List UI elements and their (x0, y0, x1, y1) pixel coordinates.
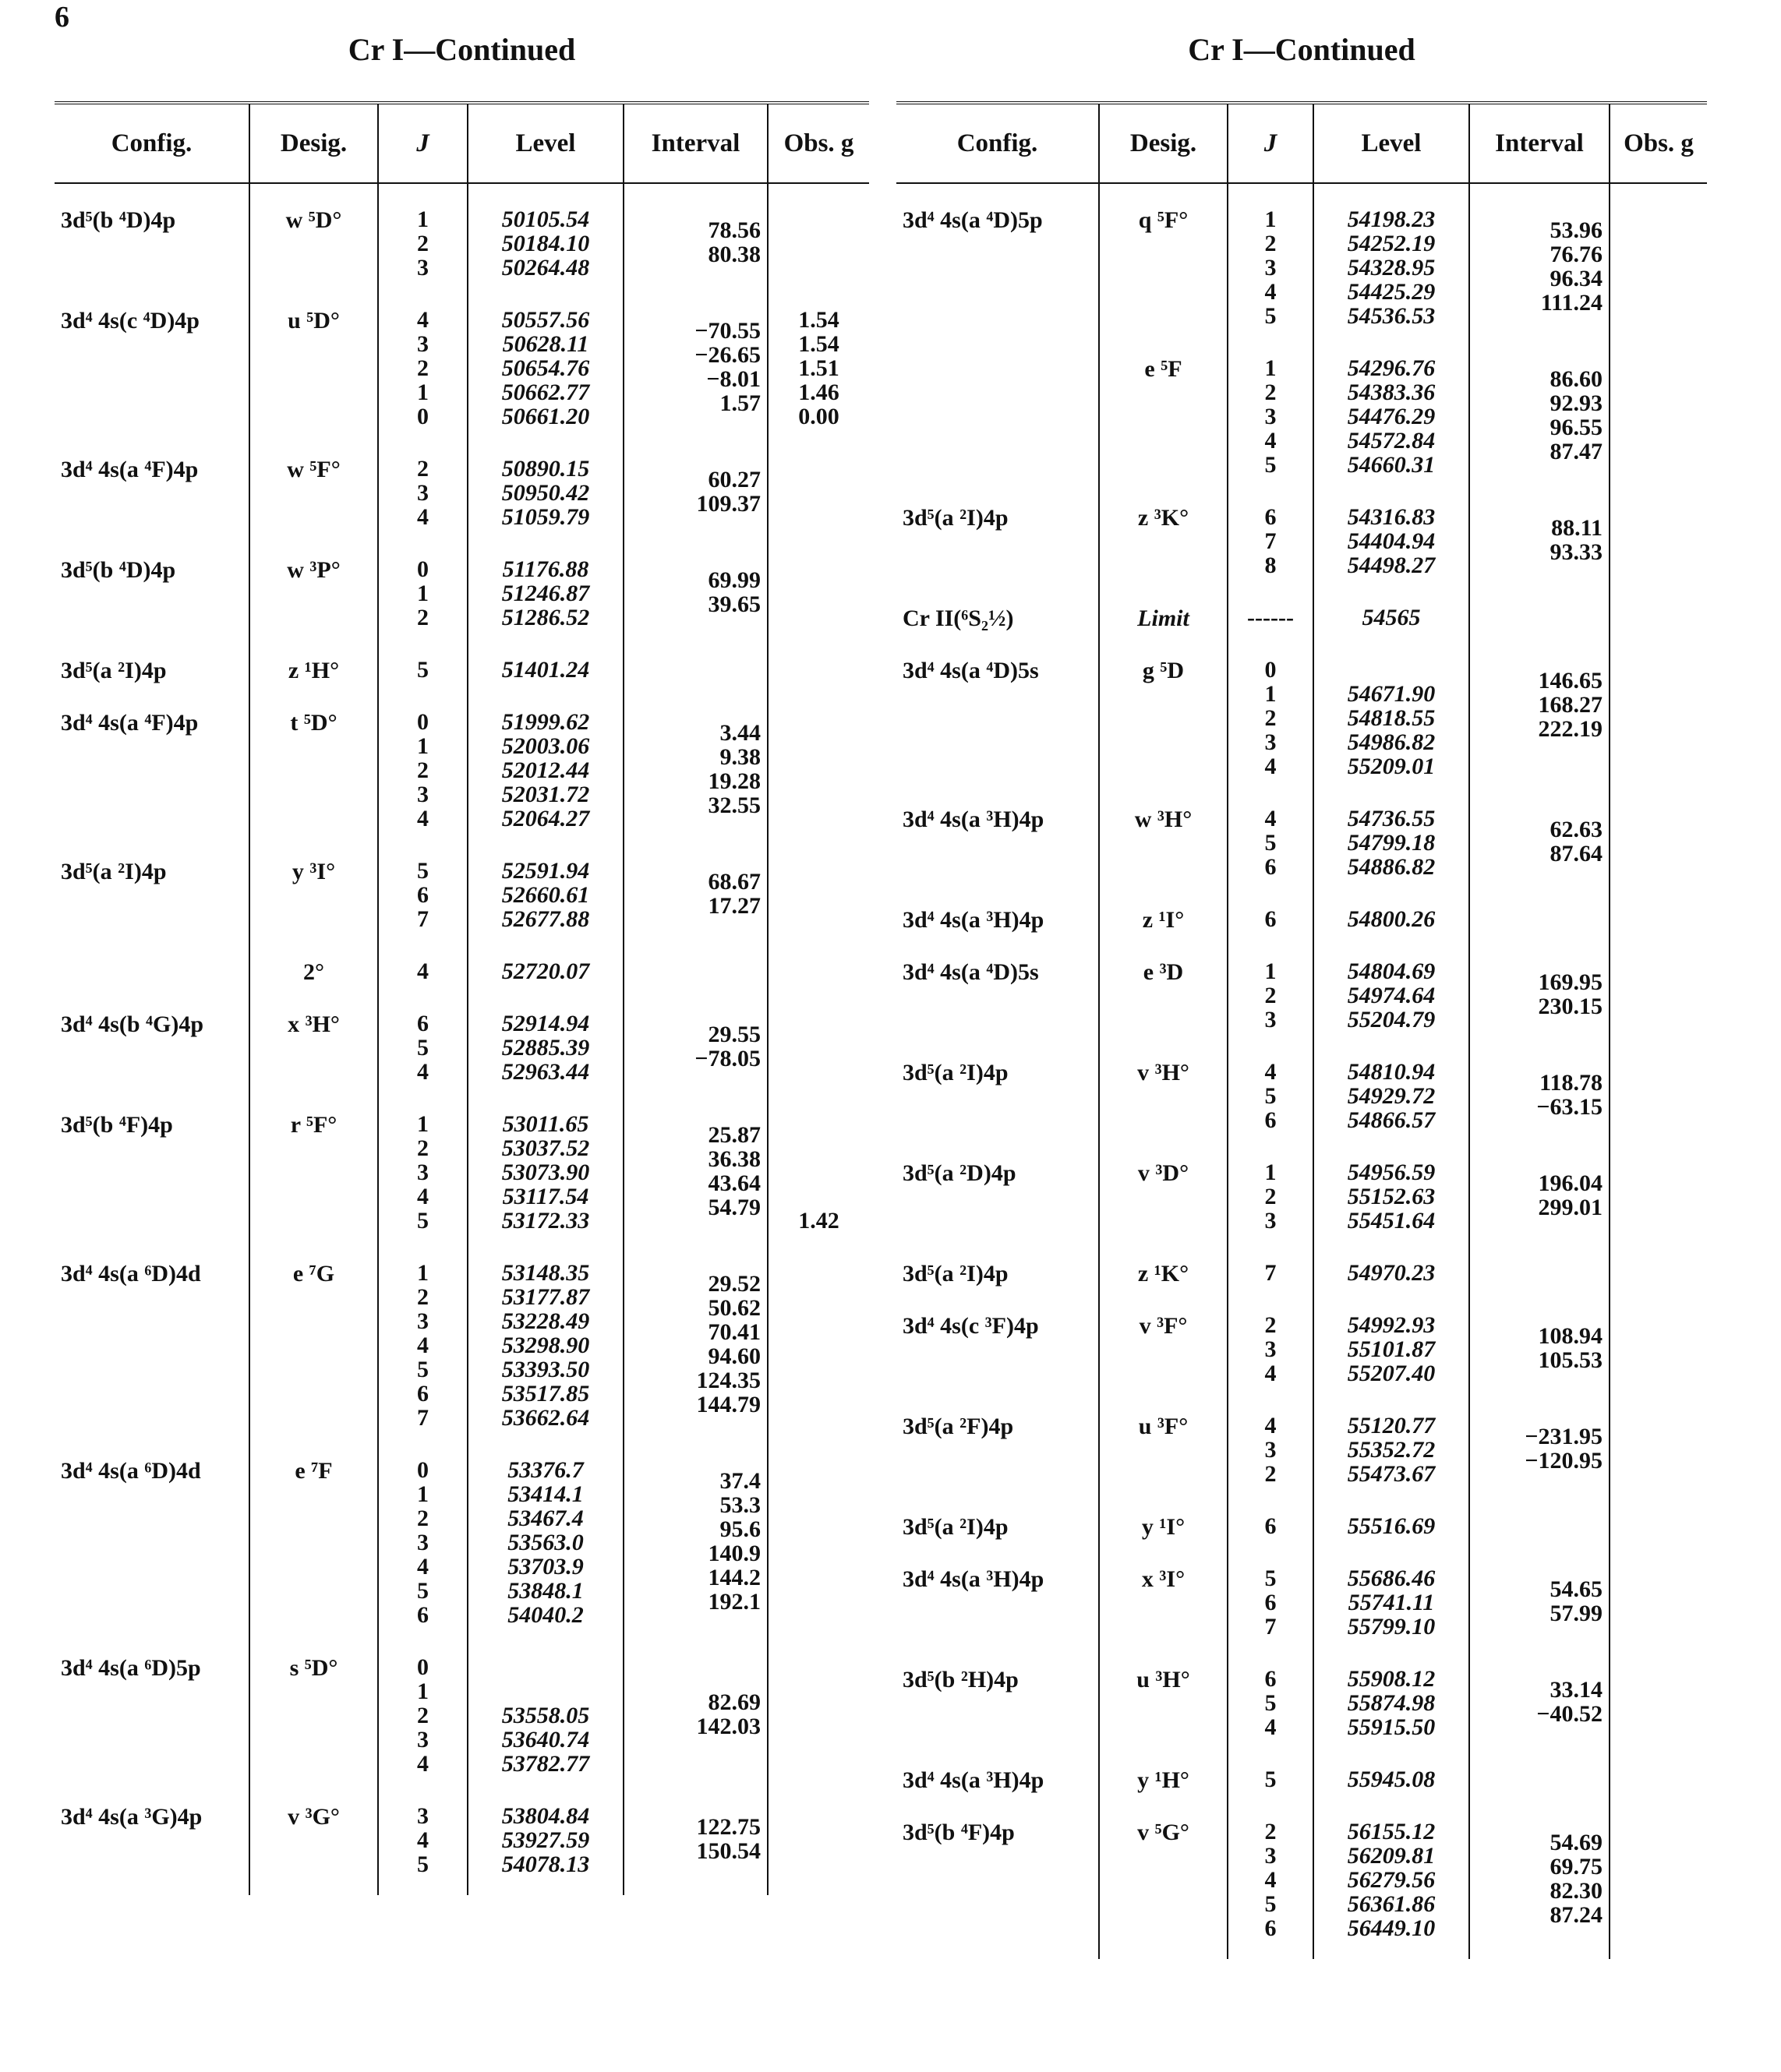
obs-g-cell (768, 835, 869, 936)
config-cell: 3d⁵(a ²I)4p (55, 835, 249, 936)
obs-g-cell (768, 534, 869, 634)
interval-values-cell: 169.95 230.15 (1469, 936, 1610, 1036)
term-row (55, 1089, 869, 1237)
obs-g-cell (1610, 634, 1707, 783)
config-cell: 3d⁵(a ²I)4p (896, 1237, 1099, 1290)
interval-values-cell: 54.69 69.75 82.30 87.24 (1469, 1796, 1610, 1945)
right-header-row (896, 103, 1707, 183)
j-values-cell: 2 3 4 (1228, 1290, 1313, 1390)
interval-values-cell: 78.56 80.38 (624, 183, 768, 284)
level-values-cell: 54198.23 54252.19 54328.95 54425.29 54536.53 (1313, 183, 1469, 333)
designation-cell: v ³D° (1099, 1137, 1228, 1237)
level-values-cell: 55945.08 (1313, 1744, 1469, 1796)
designation-cell: y ³I° (249, 835, 378, 936)
interval-values-cell: −70.55 −26.65 −8.01 1.57 (624, 284, 768, 433)
spacer-cell (1228, 1945, 1313, 1959)
level-values-cell: 54736.55 54799.18 54886.82 (1313, 783, 1469, 884)
interval-values-cell: 196.04 299.01 (1469, 1137, 1610, 1237)
interval-values-cell (1469, 582, 1610, 634)
right-panel (896, 31, 1707, 1959)
spacer-cell (55, 1881, 249, 1895)
j-values-cell: 4 5 6 (1228, 1036, 1313, 1137)
level-values-cell: 56155.12 56209.81 56279.56 56361.86 56449.10 (1313, 1796, 1469, 1945)
term-row (55, 988, 869, 1089)
obs-g-cell (768, 1435, 869, 1632)
config-cell: 3d⁵(a ²I)4p (896, 1036, 1099, 1137)
term-row (896, 1290, 1707, 1390)
config-cell: 3d⁴ 4s(a ³H)4p (896, 1543, 1099, 1643)
interval-values-cell (624, 634, 768, 687)
obs-g-cell (1610, 1491, 1707, 1543)
interval-values-cell: 146.65 168.27 222.19 (1469, 634, 1610, 783)
level-values-cell: 52914.94 52885.39 52963.44 (468, 988, 624, 1089)
designation-cell: e ⁵F (1099, 333, 1228, 482)
header-obs-g: Obs. g (1610, 103, 1707, 183)
designation-cell: w ³H° (1099, 783, 1228, 884)
spacer-cell (768, 1881, 869, 1895)
header-desig: Desig. (1099, 103, 1228, 183)
config-cell: 3d⁴ 4s(a ³H)4p (896, 783, 1099, 884)
term-row (55, 936, 869, 988)
header-obs-g: Obs. g (768, 103, 869, 183)
term-row (896, 884, 1707, 936)
level-values-cell: 53376.7 53414.1 53467.4 53563.0 53703.9 53848.1 54040.2 (468, 1435, 624, 1632)
term-row (896, 1491, 1707, 1543)
interval-values-cell: 88.11 93.33 (1469, 482, 1610, 582)
obs-g-cell (768, 433, 869, 534)
interval-values-cell: 118.78 −63.15 (1469, 1036, 1610, 1137)
j-values-cell: 1 2 3 (378, 183, 468, 284)
header-interval: Interval (624, 103, 768, 183)
obs-g-cell (768, 936, 869, 988)
obs-g-cell (1610, 1796, 1707, 1945)
interval-values-cell: 33.14 −40.52 (1469, 1643, 1610, 1744)
j-values-cell: 1 2 3 (1228, 1137, 1313, 1237)
j-values-cell: 6 (1228, 884, 1313, 936)
designation-cell: z ³K° (1099, 482, 1228, 582)
interval-values-cell: 68.67 17.27 (624, 835, 768, 936)
j-values-cell: 0 1 2 3 4 (378, 1632, 468, 1781)
level-values-cell: 55686.46 55741.11 55799.10 (1313, 1543, 1469, 1643)
level-values-cell: 50890.15 50950.42 51059.79 (468, 433, 624, 534)
term-row (55, 534, 869, 634)
designation-cell: q ⁵F° (1099, 183, 1228, 333)
config-cell: 3d⁵(b ⁴F)4p (55, 1089, 249, 1237)
obs-g-cell (1610, 783, 1707, 884)
term-row (896, 1643, 1707, 1744)
config-cell (55, 936, 249, 988)
level-values-cell: 54296.76 54383.36 54476.29 54572.84 54660.31 (1313, 333, 1469, 482)
term-row (55, 1435, 869, 1632)
table-bottom-spacer (55, 1881, 869, 1895)
interval-values-cell (1469, 1744, 1610, 1796)
designation-cell: z ¹I° (1099, 884, 1228, 936)
level-values-cell: 54956.59 55152.63 55451.64 (1313, 1137, 1469, 1237)
term-row (55, 433, 869, 534)
obs-g-cell: 1.54 1.54 1.51 1.46 0.00 (798, 307, 839, 429)
header-j: J (1228, 103, 1313, 183)
config-cell: 3d⁴ 4s(a ⁴F)4p (55, 687, 249, 835)
term-row (896, 333, 1707, 482)
level-values-cell: 51999.62 52003.06 52012.44 52031.72 52064.27 (468, 687, 624, 835)
header-level: Level (468, 103, 624, 183)
j-values-cell: 1 2 3 4 5 (1228, 183, 1313, 333)
obs-g-cell (1610, 333, 1707, 482)
j-values-cell: 4 5 6 (1228, 783, 1313, 884)
term-row (896, 783, 1707, 884)
interval-values-cell: 53.96 76.76 96.34 111.24 (1469, 183, 1610, 333)
term-row (55, 183, 869, 284)
config-cell (896, 333, 1099, 482)
config-cell: 3d⁴ 4s(a ⁴D)5p (896, 183, 1099, 333)
term-row (896, 1237, 1707, 1290)
config-cell: 3d⁵(b ⁴F)4p (896, 1796, 1099, 1945)
interval-values-cell (624, 936, 768, 988)
spacer-cell (378, 1881, 468, 1895)
right-table-body (896, 183, 1707, 1959)
obs-g-cell (768, 1237, 869, 1435)
config-cell: 3d⁴ 4s(c ⁴D)4p (55, 284, 249, 433)
j-values-cell: 6 5 4 (378, 988, 468, 1089)
level-values-cell: 52720.07 (468, 936, 624, 988)
term-row (55, 1237, 869, 1435)
right-panel-title: Cr I—Continued (1188, 32, 1415, 67)
level-values-cell: 54800.26 (1313, 884, 1469, 936)
spacer-cell (896, 1945, 1099, 1959)
interval-values-cell: −231.95 −120.95 (1469, 1390, 1610, 1491)
designation-cell: v ³G° (249, 1781, 378, 1881)
term-row (55, 1781, 869, 1881)
designation-cell: v ⁵G° (1099, 1796, 1228, 1945)
interval-values-cell: 60.27 109.37 (624, 433, 768, 534)
config-cell: 3d⁴ 4s(a ⁴D)5s (896, 936, 1099, 1036)
config-cell: 3d⁴ 4s(a ⁶D)4d (55, 1237, 249, 1435)
header-j: J (378, 103, 468, 183)
config-cell: 3d⁵(a ²F)4p (896, 1390, 1099, 1491)
designation-cell: t ⁵D° (249, 687, 378, 835)
left-header-row (55, 103, 869, 183)
designation-cell: s ⁵D° (249, 1632, 378, 1781)
term-row (896, 1543, 1707, 1643)
config-cell: 3d⁵(b ⁴D)4p (55, 534, 249, 634)
term-row (55, 1632, 869, 1781)
designation-cell: 2° (249, 936, 378, 988)
interval-values-cell: 86.60 92.93 96.55 87.47 (1469, 333, 1610, 482)
j-values-cell: 1 2 3 (1228, 936, 1313, 1036)
config-cell: 3d⁵(b ²H)4p (896, 1643, 1099, 1744)
designation-cell: z ¹H° (249, 634, 378, 687)
obs-g-cell (1610, 1137, 1707, 1237)
obs-g-cell (1610, 1390, 1707, 1491)
obs-g-cell (1610, 582, 1707, 634)
header-config: Config. (896, 103, 1099, 183)
spacer-cell (1610, 1945, 1707, 1959)
j-values-cell: 5 (378, 634, 468, 687)
interval-values-cell (1469, 1491, 1610, 1543)
level-values-cell: 53011.65 53037.52 53073.90 53117.54 53172.33 (468, 1089, 624, 1237)
obs-g-cell (1610, 482, 1707, 582)
obs-g-cell (1610, 1643, 1707, 1744)
level-values-cell: 55120.77 55352.72 55473.67 (1313, 1390, 1469, 1491)
designation-cell: u ³F° (1099, 1390, 1228, 1491)
config-cell: 3d⁵(a ²I)4p (55, 634, 249, 687)
j-values-cell: 6 (1228, 1491, 1313, 1543)
level-values-cell: 53148.35 53177.87 53228.49 53298.90 53393.50 53517.85 53662.64 (468, 1237, 624, 1435)
level-values-cell: 54804.69 54974.64 55204.79 (1313, 936, 1469, 1036)
config-cell: 3d⁴ 4s(a ⁶D)5p (55, 1632, 249, 1781)
obs-g-cell (1610, 1543, 1707, 1643)
header-level: Level (1313, 103, 1469, 183)
obs-g-cell (768, 687, 869, 835)
interval-values-cell: 122.75 150.54 (624, 1781, 768, 1881)
config-cell: 3d⁴ 4s(c ³F)4p (896, 1290, 1099, 1390)
obs-g-cell (1610, 183, 1707, 333)
obs-g-cell (1610, 1036, 1707, 1137)
config-cell: Cr II(⁶S₂½) (896, 582, 1099, 634)
spacer-cell (468, 1881, 624, 1895)
level-values-cell: 55516.69 (1313, 1491, 1469, 1543)
j-values-cell: 6 5 4 (1228, 1643, 1313, 1744)
level-values-cell: 51176.88 51246.87 51286.52 (468, 534, 624, 634)
config-cell: 3d⁴ 4s(a ³H)4p (896, 884, 1099, 936)
designation-cell: e ³D (1099, 936, 1228, 1036)
j-values-cell: 5 6 7 (1228, 1543, 1313, 1643)
term-row (896, 634, 1707, 783)
level-values-cell: 55908.12 55874.98 55915.50 (1313, 1643, 1469, 1744)
config-cell: 3d⁵(a ²D)4p (896, 1137, 1099, 1237)
designation-cell: u ³H° (1099, 1643, 1228, 1744)
interval-values-cell (1469, 884, 1610, 936)
term-row (896, 936, 1707, 1036)
interval-values-cell: 69.99 39.65 (624, 534, 768, 634)
config-cell: 3d⁴ 4s(b ⁴G)4p (55, 988, 249, 1089)
term-row (896, 482, 1707, 582)
designation-cell: x ³I° (1099, 1543, 1228, 1643)
interval-values-cell: 37.4 53.3 95.6 140.9 144.2 192.1 (624, 1435, 768, 1632)
obs-g-cell (768, 1781, 869, 1881)
j-values-cell: 4 3 2 1 0 (378, 284, 468, 433)
level-values-cell: 52591.94 52660.61 52677.88 (468, 835, 624, 936)
obs-g-cell (1610, 1290, 1707, 1390)
designation-cell: v ³F° (1099, 1290, 1228, 1390)
obs-g-cell (768, 1632, 869, 1781)
level-values-cell: 51401.24 (468, 634, 624, 687)
term-row (55, 634, 869, 687)
designation-cell: y ¹H° (1099, 1744, 1228, 1796)
header-desig: Desig. (249, 103, 378, 183)
j-values-cell: 4 3 2 (1228, 1390, 1313, 1491)
designation-cell: w ⁵D° (249, 183, 378, 284)
level-values-cell: 50557.56 50628.11 50654.76 50662.77 50661.20 (468, 284, 624, 433)
designation-cell: v ³H° (1099, 1036, 1228, 1137)
designation-cell: w ⁵F° (249, 433, 378, 534)
designation-cell: e ⁷G (249, 1237, 378, 1435)
config-cell: 3d⁵(b ⁴D)4p (55, 183, 249, 284)
config-cell: 3d⁴ 4s(a ⁴F)4p (55, 433, 249, 534)
designation-cell: z ¹K° (1099, 1237, 1228, 1290)
level-values-cell: 50105.54 50184.10 50264.48 (468, 183, 624, 284)
obs-g-cell (1610, 1237, 1707, 1290)
level-values-cell: 54565 (1313, 582, 1469, 634)
interval-values-cell: 29.55 −78.05 (624, 988, 768, 1089)
obs-g-cell (1610, 936, 1707, 1036)
designation-cell: g ⁵D (1099, 634, 1228, 783)
page-number: 6 (55, 1, 69, 34)
j-values-cell: 5 6 7 (378, 835, 468, 936)
spacer-cell (1469, 1945, 1610, 1959)
config-cell: 3d⁴ 4s(a ³G)4p (55, 1781, 249, 1881)
j-values-cell: 0 1 2 3 4 (378, 687, 468, 835)
config-cell: 3d⁵(a ²I)4p (896, 482, 1099, 582)
config-cell: 3d⁴ 4s(a ⁶D)4d (55, 1435, 249, 1632)
config-cell: 3d⁵(a ²I)4p (896, 1491, 1099, 1543)
interval-values-cell: 3.44 9.38 19.28 32.55 (624, 687, 768, 835)
obs-g-cell (768, 183, 869, 284)
term-row (55, 284, 869, 433)
obs-g-cell (768, 988, 869, 1089)
j-values-cell: 6 7 8 (1228, 482, 1313, 582)
spacer-cell (624, 1881, 768, 1895)
header-config: Config. (55, 103, 249, 183)
j-values-cell: 2 3 4 (378, 433, 468, 534)
level-values-cell: 54970.23 (1313, 1237, 1469, 1290)
level-values-cell: 54316.83 54404.94 54498.27 (1313, 482, 1469, 582)
header-interval: Interval (1469, 103, 1610, 183)
left-panel-title: Cr I—Continued (348, 32, 576, 67)
term-row (55, 687, 869, 835)
term-row (896, 1796, 1707, 1945)
right-levels-table (896, 101, 1707, 1959)
designation-cell: u ⁵D° (249, 284, 378, 433)
left-panel (55, 31, 869, 1895)
interval-values-cell (1469, 1237, 1610, 1290)
level-values-cell: 54810.94 54929.72 54866.57 (1313, 1036, 1469, 1137)
designation-cell: y ¹I° (1099, 1491, 1228, 1543)
spacer-cell (1313, 1945, 1469, 1959)
spacer-cell (249, 1881, 378, 1895)
j-values-cell: 5 (1228, 1744, 1313, 1796)
table-bottom-spacer (896, 1945, 1707, 1959)
left-table-body (55, 183, 869, 1895)
level-values-cell: 53558.05 53640.74 53782.77 (468, 1632, 624, 1781)
config-cell: 3d⁴ 4s(a ³H)4p (896, 1744, 1099, 1796)
level-values-cell: 53804.84 53927.59 54078.13 (468, 1781, 624, 1881)
term-row (896, 1390, 1707, 1491)
j-values-cell: ------ (1228, 582, 1313, 634)
level-values-cell: 54671.90 54818.55 54986.82 55209.01 (1313, 634, 1469, 783)
j-values-cell: 1 2 3 4 5 (1228, 333, 1313, 482)
level-values-cell: 54992.93 55101.87 55207.40 (1313, 1290, 1469, 1390)
term-row (896, 582, 1707, 634)
obs-g-cell (1610, 884, 1707, 936)
obs-g-cell: 1.42 (798, 1208, 839, 1234)
designation-cell: w ³P° (249, 534, 378, 634)
left-levels-table (55, 101, 869, 1895)
term-row (896, 183, 1707, 333)
interval-values-cell: 108.94 105.53 (1469, 1290, 1610, 1390)
term-row (896, 1036, 1707, 1137)
designation-cell: e ⁷F (249, 1435, 378, 1632)
interval-values-cell: 62.63 87.64 (1469, 783, 1610, 884)
term-row (55, 835, 869, 936)
interval-values-cell: 54.65 57.99 (1469, 1543, 1610, 1643)
j-values-cell: 1 2 3 4 5 6 7 (378, 1237, 468, 1435)
designation-cell: r ⁵F° (249, 1089, 378, 1237)
j-values-cell: 0 1 2 (378, 534, 468, 634)
j-values-cell: 1 2 3 4 5 (378, 1089, 468, 1237)
obs-g-cell (1610, 1744, 1707, 1796)
term-row (896, 1137, 1707, 1237)
config-cell: 3d⁴ 4s(a ⁴D)5s (896, 634, 1099, 783)
j-values-cell: 4 (378, 936, 468, 988)
designation-cell: x ³H° (249, 988, 378, 1089)
j-values-cell: 3 4 5 (378, 1781, 468, 1881)
interval-values-cell: 25.87 36.38 43.64 54.79 (624, 1089, 768, 1237)
spacer-cell (1099, 1945, 1228, 1959)
obs-g-cell (768, 634, 869, 687)
j-values-cell: 7 (1228, 1237, 1313, 1290)
designation-cell: Limit (1099, 582, 1228, 634)
interval-values-cell: 82.69 142.03 (624, 1632, 768, 1781)
interval-values-cell: 29.52 50.62 70.41 94.60 124.35 144.79 (624, 1237, 768, 1435)
j-values-cell: 2 3 4 5 6 (1228, 1796, 1313, 1945)
j-values-cell: 0 1 2 3 4 5 6 (378, 1435, 468, 1632)
j-values-cell: 0 1 2 3 4 (1228, 634, 1313, 783)
term-row (896, 1744, 1707, 1796)
